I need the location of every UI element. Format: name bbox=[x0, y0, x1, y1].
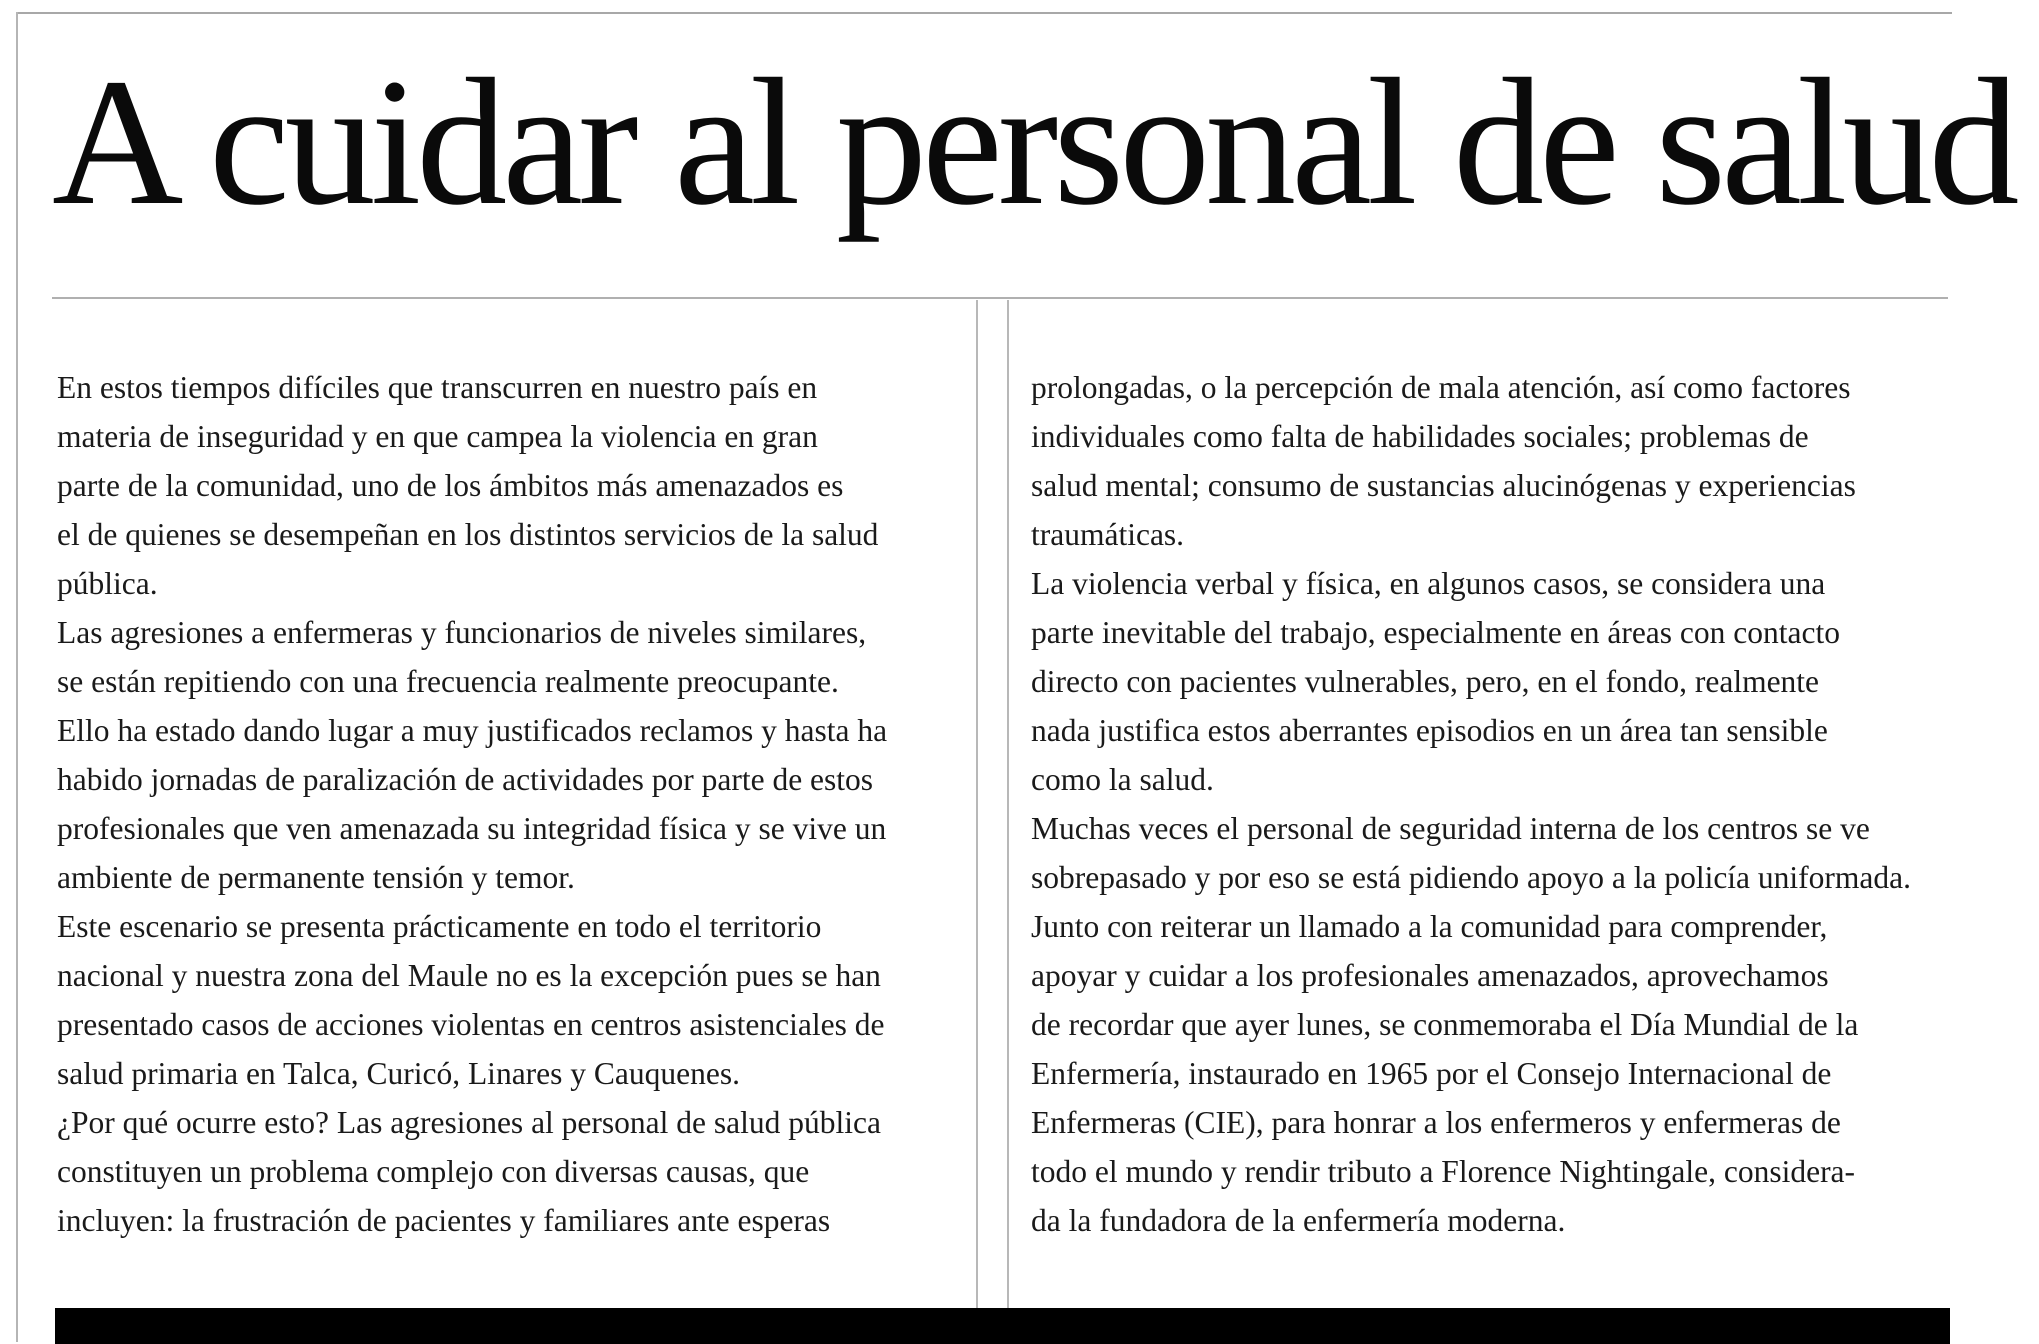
text-line: traumáticas. bbox=[1031, 517, 1185, 552]
text-line: La violencia verbal y física, en algunos casos, se considera una bbox=[1031, 566, 1826, 601]
text-line: pública. bbox=[57, 566, 158, 601]
text-line: Enfermería, instaurado en 1965 por el Consejo Internacional de bbox=[1031, 1056, 1832, 1091]
left-margin-rule bbox=[16, 12, 18, 1342]
text-line: Las agresiones a enfermeras y funcionarios de niveles similares, bbox=[57, 615, 867, 650]
text-line: incluyen: la frustración de pacientes y familiares ante esperas bbox=[57, 1203, 831, 1238]
text-line: todo el mundo y rendir tributo a Florence Nightingale, considera- bbox=[1031, 1154, 1856, 1189]
text-line: En estos tiempos difíciles que transcurren en nuestro país en bbox=[57, 370, 818, 405]
text-line: da la fundadora de la enfermería moderna. bbox=[1031, 1203, 1566, 1238]
column-divider-left bbox=[976, 300, 978, 1308]
text-line: materia de inseguridad y en que campea la violencia en gran bbox=[57, 419, 818, 454]
text-line: apoyar y cuidar a los profesionales amenazados, aprovechamos bbox=[1031, 958, 1829, 993]
column-divider-right bbox=[1007, 300, 1009, 1308]
text-line: constituyen un problema complejo con diversas causas, que bbox=[57, 1154, 810, 1189]
text-line: salud primaria en Talca, Curicó, Linares y Cauquenes. bbox=[57, 1056, 740, 1091]
text-line: parte de la comunidad, uno de los ámbitos más amenazados es bbox=[57, 468, 844, 503]
text-line: Ello ha estado dando lugar a muy justificados reclamos y hasta ha bbox=[57, 713, 888, 748]
text-line: individuales como falta de habilidades sociales; problemas de bbox=[1031, 419, 1809, 454]
text-line: nacional y nuestra zona del Maule no es la excepción pues se han bbox=[57, 958, 881, 993]
text-line: Junto con reiterar un llamado a la comunidad para comprender, bbox=[1031, 909, 1828, 944]
text-line: el de quienes se desempeñan en los distintos servicios de la salud bbox=[57, 517, 879, 552]
text-line: de recordar que ayer lunes, se conmemoraba el Día Mundial de la bbox=[1031, 1007, 1859, 1042]
left-column bbox=[57, 363, 957, 1245]
text-line: prolongadas, o la percepción de mala atención, así como factores bbox=[1031, 370, 1851, 405]
text-line: como la salud. bbox=[1031, 762, 1214, 797]
bottom-black-bar bbox=[55, 1308, 1950, 1344]
text-line: profesionales que ven amenazada su integridad física y se vive un bbox=[57, 811, 887, 846]
headline: A cuidar al personal de salud bbox=[52, 42, 2015, 243]
text-line: Este escenario se presenta prácticamente en todo el territorio bbox=[57, 909, 822, 944]
text-line: sobrepasado y por eso se está pidiendo apoyo a la policía uniformada. bbox=[1031, 860, 1911, 895]
text-line: se están repitiendo con una frecuencia realmente preocupante. bbox=[57, 664, 839, 699]
text-line: presentado casos de acciones violentas en centros asistenciales de bbox=[57, 1007, 885, 1042]
text-line: ambiente de permanente tensión y temor. bbox=[57, 860, 575, 895]
text-line: Enfermeras (CIE), para honrar a los enfermeros y enfermeras de bbox=[1031, 1105, 1841, 1140]
top-rule bbox=[16, 12, 1952, 14]
text-line: ¿Por qué ocurre esto? Las agresiones al personal de salud pública bbox=[57, 1105, 881, 1140]
text-line: Muchas veces el personal de seguridad interna de los centros se ve bbox=[1031, 811, 1870, 846]
headline-divider bbox=[52, 297, 1948, 299]
text-line: habido jornadas de paralización de actividades por parte de estos bbox=[57, 762, 874, 797]
text-line: parte inevitable del trabajo, especialmente en áreas con contacto bbox=[1031, 615, 1840, 650]
text-line: directo con pacientes vulnerables, pero, en el fondo, realmente bbox=[1031, 664, 1820, 699]
text-line: nada justifica estos aberrantes episodios en un área tan sensible bbox=[1031, 713, 1828, 748]
right-column bbox=[1031, 363, 1951, 1245]
text-line: salud mental; consumo de sustancias alucinógenas y experiencias bbox=[1031, 468, 1856, 503]
